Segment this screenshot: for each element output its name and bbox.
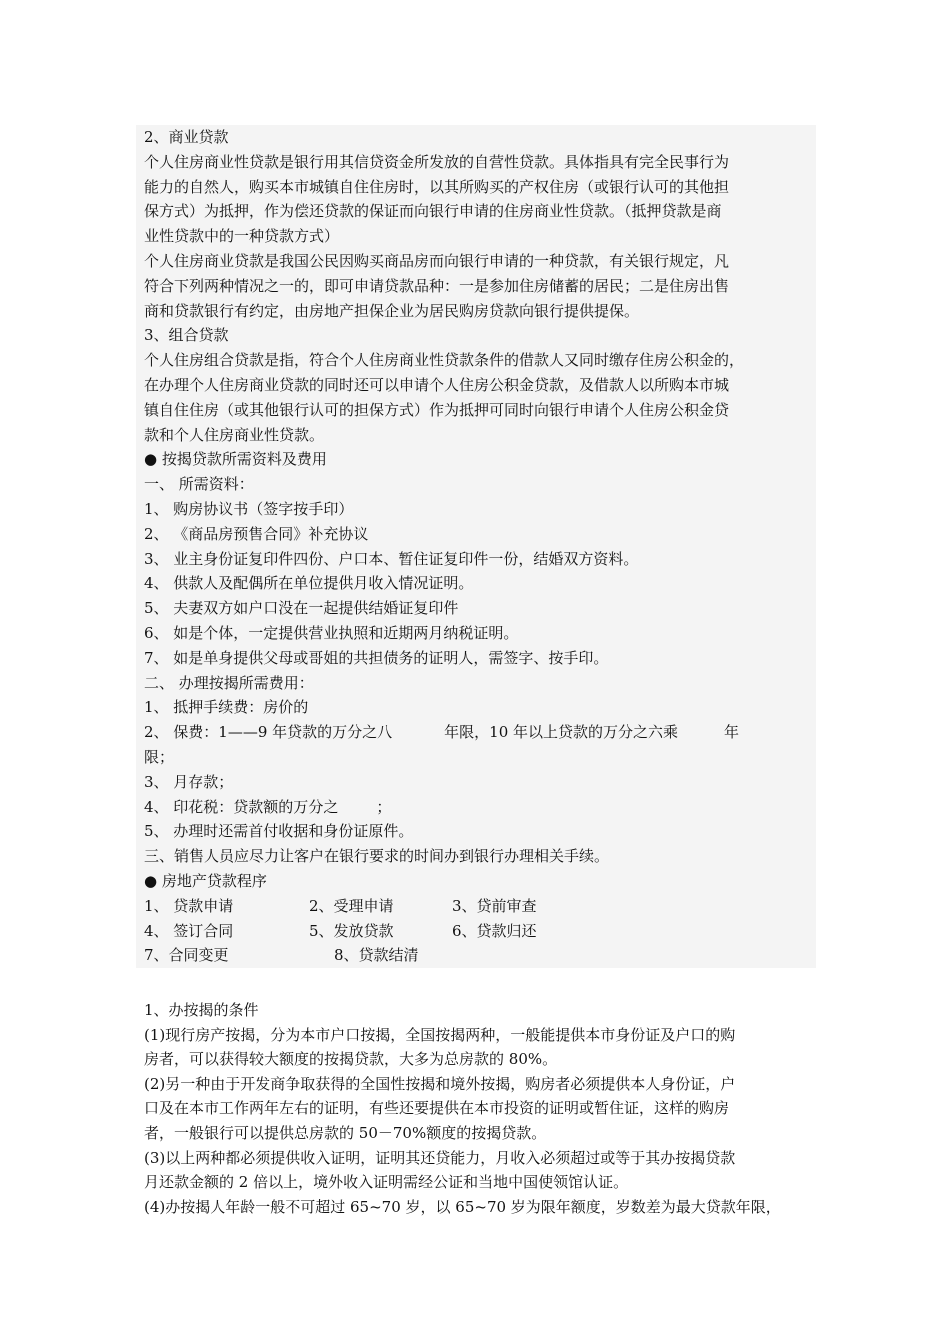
paragraph-line: 者，一般银行可以提供总房款的 50－70%额度的按揭贷款。 bbox=[144, 1123, 547, 1142]
list-item: 4、 供款人及配偶所在单位提供月收入情况证明。 bbox=[144, 574, 474, 593]
procedure-row bbox=[144, 919, 810, 944]
bullet-heading-procedure: ● 房地产贷款程序 bbox=[144, 871, 267, 890]
paragraph-line: 个人住房商业性贷款是银行用其信贷资金所发放的自营性贷款。具体指具有完全民事行为 bbox=[144, 152, 730, 171]
procedure-step: 7、合同变更 bbox=[144, 946, 229, 965]
fee-item: 1、 抵押手续费：房价的 bbox=[144, 698, 309, 717]
paragraph-line: (1)现行房产按揭，分为本市户口按揭，全国按揭两种，一般能提供本市身份证及户口的购 bbox=[144, 1025, 736, 1044]
heading-mortgage-conditions: 1、办按揭的条件 bbox=[144, 1001, 259, 1019]
procedure-step: 4、 签订合同 bbox=[144, 921, 234, 940]
paragraph-line: 业性贷款中的一种贷款方式） bbox=[144, 227, 340, 246]
list-item: 6、 如是个体，一定提供营业执照和近期两月纳税证明。 bbox=[144, 623, 519, 642]
procedure-step: 8、贷款结清 bbox=[334, 946, 419, 965]
shaded-text-block bbox=[136, 125, 816, 968]
heading-combined-loan: 3、组合贷款 bbox=[144, 326, 229, 345]
conditions-text-block bbox=[136, 998, 812, 1219]
list-item: 2、 《商品房预售合同》补充协议 bbox=[144, 524, 369, 543]
paragraph-line: 符合下列两种情况之一的，即可申请贷款品种：一是参加住房储蓄的居民；二是住房出售 bbox=[144, 276, 730, 295]
fee-item bbox=[144, 720, 810, 745]
paragraph-line: 保方式）为抵押，作为偿还贷款的保证而向银行申请的住房商业性贷款。（抵押贷款是商 bbox=[144, 202, 722, 221]
list-item: 7、 如是单身提供父母或哥姐的共担债务的证明人，需签字、按手印。 bbox=[144, 648, 609, 667]
paragraph-line: 个人住房组合贷款是指，符合个人住房商业性贷款条件的借款人又同时缴存住房公积金的， bbox=[144, 351, 745, 370]
fee-text: 4、 印花税：贷款额的万分之 bbox=[144, 797, 339, 816]
paragraph-line: 能力的自然人，购买本市城镇自住住房时，以其所购买的产权住房（或银行认可的其他担 bbox=[144, 177, 730, 196]
list-item: 5、 夫妻双方如户口没在一起提供结婚证复印件 bbox=[144, 599, 459, 618]
sales-note: 三、销售人员应尽力让客户在银行要求的时间办到银行办理相关手续。 bbox=[144, 847, 610, 866]
fee-text: 年限，10 年以上贷款的万分之六乘 bbox=[444, 723, 679, 742]
fee-item: 5、 办理时还需首付收据和身份证原件。 bbox=[144, 822, 414, 841]
procedure-step: 5、发放贷款 bbox=[309, 921, 394, 940]
procedure-row bbox=[144, 943, 810, 968]
paragraph-line: 款和个人住房商业性贷款。 bbox=[144, 425, 325, 444]
fee-text: 2、 保费：1——9 年贷款的万分之八 bbox=[144, 723, 393, 742]
fee-text: ； bbox=[376, 797, 392, 816]
heading-commercial-loan: 2、商业贷款 bbox=[144, 128, 229, 146]
fee-item-continued: 限； bbox=[144, 747, 175, 766]
fee-item bbox=[144, 795, 810, 820]
subheading-materials: 一、 所需资料： bbox=[144, 475, 254, 494]
bullet-heading-materials: ● 按揭贷款所需资料及费用 bbox=[144, 450, 327, 469]
list-item: 1、 购房协议书（签字按手印） bbox=[144, 499, 354, 518]
list-item: 3、 业主身份证复印件四份、户口本、暂住证复印件一份，结婚双方资料。 bbox=[144, 549, 639, 568]
procedure-step: 2、受理申请 bbox=[309, 896, 394, 915]
fee-item: 3、 月存款； bbox=[144, 772, 234, 791]
paragraph-line: 在办理个人住房商业贷款的同时还可以申请个人住房公积金贷款，及借款人以所购本市城 bbox=[144, 375, 730, 394]
fee-text: 年 bbox=[724, 723, 740, 742]
paragraph-line: 口及在本市工作两年左右的证明，有些还要提供在本市投资的证明或暂住证，这样的购房 bbox=[144, 1099, 730, 1118]
paragraph-line: (4)办按揭人年龄一般不可超过 65~70 岁，以 65~70 岁为限年额度，岁数差为最大贷款年限， bbox=[144, 1197, 781, 1216]
procedure-row bbox=[144, 894, 810, 919]
paragraph-line: 镇自住住房（或其他银行认可的担保方式）作为抵押可同时向银行申请个人住房公积金贷 bbox=[144, 400, 730, 419]
paragraph-line: 月还款金额的 2 倍以上，境外收入证明需经公证和当地中国使领馆认证。 bbox=[144, 1173, 629, 1192]
paragraph-line: 商和贷款银行有约定，由房地产担保企业为居民购房贷款向银行提供提保。 bbox=[144, 301, 640, 320]
subheading-fees: 二、 办理按揭所需费用： bbox=[144, 673, 314, 692]
procedure-step: 6、贷款归还 bbox=[452, 921, 537, 940]
procedure-step: 3、贷前审查 bbox=[452, 896, 537, 915]
paragraph-line: (2)另一种由于开发商争取获得的全国性按揭和境外按揭，购房者必须提供本人身份证，户 bbox=[144, 1074, 736, 1093]
paragraph-line: (3)以上两种都必须提供收入证明，证明其还贷能力，月收入必须超过或等于其办按揭贷款 bbox=[144, 1148, 736, 1167]
paragraph-line: 房者，可以获得较大额度的按揭贷款，大多为总房款的 80%。 bbox=[144, 1050, 558, 1069]
paragraph-line: 个人住房商业贷款是我国公民因购买商品房而向银行申请的一种贷款，有关银行规定，凡 bbox=[144, 251, 730, 270]
procedure-step: 1、 贷款申请 bbox=[144, 896, 234, 915]
